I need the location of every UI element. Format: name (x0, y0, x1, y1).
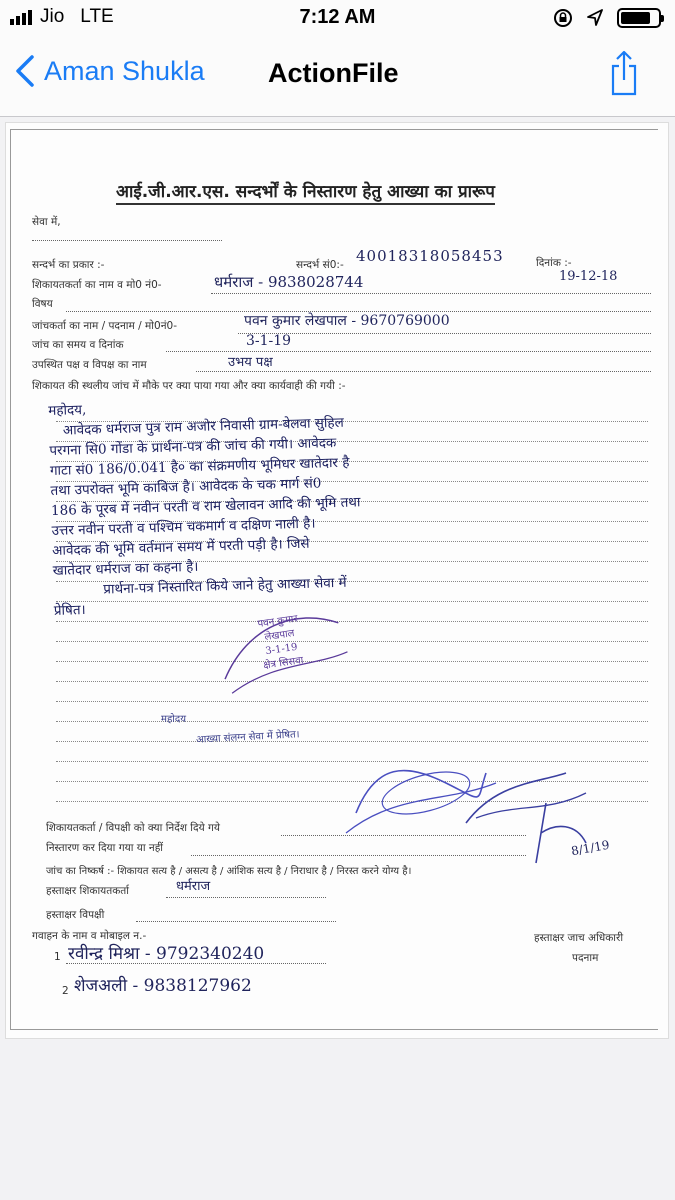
carrier-name: Jio (40, 6, 65, 27)
subject-label: विषय (32, 298, 53, 310)
dotted-line (281, 835, 526, 836)
investigator-label: जांचकर्ता का नाम / पदनाम / मो0नं0- (32, 320, 177, 332)
footer-note: महोदय (161, 714, 186, 725)
officer-sign-label: हस्ताक्षर जाच अधिकारी (534, 932, 624, 944)
officer-designation-label: पदनाम (572, 952, 599, 964)
investigator-value: पवन कुमार लेखपाल - 9670769000 (244, 313, 450, 329)
dotted-line (66, 963, 326, 964)
status-icons (553, 8, 661, 28)
conclusion-label: जांच का निष्कर्ष :- शिकायत सत्य है / असत्य है / आंशिक सत्य है / निराधार है / निरस्त करने योग्य है। (46, 866, 412, 877)
page-title: ActionFile (268, 58, 399, 88)
resolved-label: निस्तारण कर दिया गया या नहीं (46, 842, 164, 854)
dotted-line (211, 293, 651, 294)
status-bar (0, 0, 675, 38)
share-button[interactable] (611, 50, 637, 100)
complainant-sign-label: हस्ताक्षर शिकायतकर्ता (46, 885, 130, 897)
rotation-lock-icon (553, 8, 573, 28)
directions-label: शिकायतकर्ता / विपक्षी को क्या निर्देश दिये गये (46, 822, 221, 834)
parties-value: उभय पक्ष (228, 355, 273, 370)
stamp-line: पवन कुमार (256, 613, 299, 630)
dotted-line (166, 897, 326, 898)
witness-entry: शेजअली - 9838127962 (74, 976, 252, 996)
witness-entry: रवीन्द्र मिश्रा - 9792340240 (68, 944, 265, 964)
network-type: LTE (80, 6, 114, 27)
back-label: Aman Shukla (44, 55, 205, 86)
dotted-line (238, 333, 651, 334)
witness-number: 2 (62, 985, 69, 997)
document-viewer[interactable] (0, 117, 675, 1200)
ref-no-value: 40018318058453 (356, 247, 504, 265)
witness-number: 1 (54, 951, 61, 963)
scanned-form-page (6, 123, 668, 1038)
inquiry-date-value: 3-1-19 (246, 333, 292, 349)
chevron-left-icon (14, 54, 36, 88)
ref-no-label: सन्दर्भ सं0:- (296, 259, 344, 271)
dotted-line (32, 240, 222, 241)
status-time: 7:12 AM (299, 6, 376, 28)
official-stamp (205, 592, 356, 701)
stamp-line: लेखपाल (263, 628, 296, 644)
witness-label: गवाहन के नाम व मोबाइल न.- (32, 930, 147, 942)
form-title: आई.जी.आर.एस. सन्दर्भों के निस्तारण हेतु आख्या का प्रारूप (116, 179, 495, 205)
back-button[interactable] (14, 54, 205, 88)
footer-note: आख्या संलग्न सेवा में प्रेषित। (195, 729, 300, 746)
officer-sign-date: 8/1/19 (570, 837, 611, 859)
location-arrow-icon (587, 9, 603, 27)
date-value: 19-12-18 (559, 269, 618, 284)
navigation-bar (0, 38, 675, 117)
complainant-value: धर्मराज - 9838028744 (214, 273, 364, 291)
dotted-line (136, 921, 336, 922)
dotted-line (196, 371, 651, 372)
stamp-line: 3-1-19 (264, 641, 299, 658)
battery-icon (617, 8, 661, 28)
complainant-label: शिकायतकर्ता का नाम व मो0 नं0- (32, 279, 162, 291)
ref-type-label: सन्दर्भ का प्रकार :- (32, 259, 105, 271)
opponent-sign-label: हस्ताक्षर विपक्षी (46, 909, 105, 921)
findings-text: महोदय, आवेदक धर्मराज पुत्र राम अजोर निवासी ग्राम-बेलवा सुहिल परगना सि0 गोंडा के प्रार्थना-पत्र की जांच की गयी। आवेदक गाटा सं0 186/0.041 है० का संक्रमणीय भूमिधर खातेदार है तथा उपरोक्त भूमि काबिज है। आवेदक के चक मार्ग सं0 186 के पूरब में नवीन परती व राम खेलावन आदि की भूमि तथा उत्तर नवीन परती व पश्चिम चकमार्ग व दक्षिण नाली है। आवेदक की भूमि वर्तमान समय में परती पड़ी है। जिसे खातेदार धर्मराज का कहना है। प्रार्थना-पत्र निस्तारित किये जाने हेतु आख्या सेवा में प्रेषित। (48, 401, 361, 619)
stamp-line: क्षेत्र सिसवा (262, 655, 305, 672)
addressee-label: सेवा में, (32, 216, 61, 228)
share-icon (611, 50, 637, 96)
inquiry-date-label: जांच का समय व दिनांक (32, 339, 124, 351)
complainant-sign-value: धर्मराज (176, 879, 211, 894)
dotted-line (191, 855, 526, 856)
parties-label: उपस्थित पक्ष व विपक्ष का नाम (32, 359, 147, 371)
date-label: दिनांक :- (536, 257, 572, 269)
findings-label: शिकायत की स्थलीय जांच में मौके पर क्या पाया गया और क्या कार्यवाही की गयी :- (32, 380, 346, 392)
